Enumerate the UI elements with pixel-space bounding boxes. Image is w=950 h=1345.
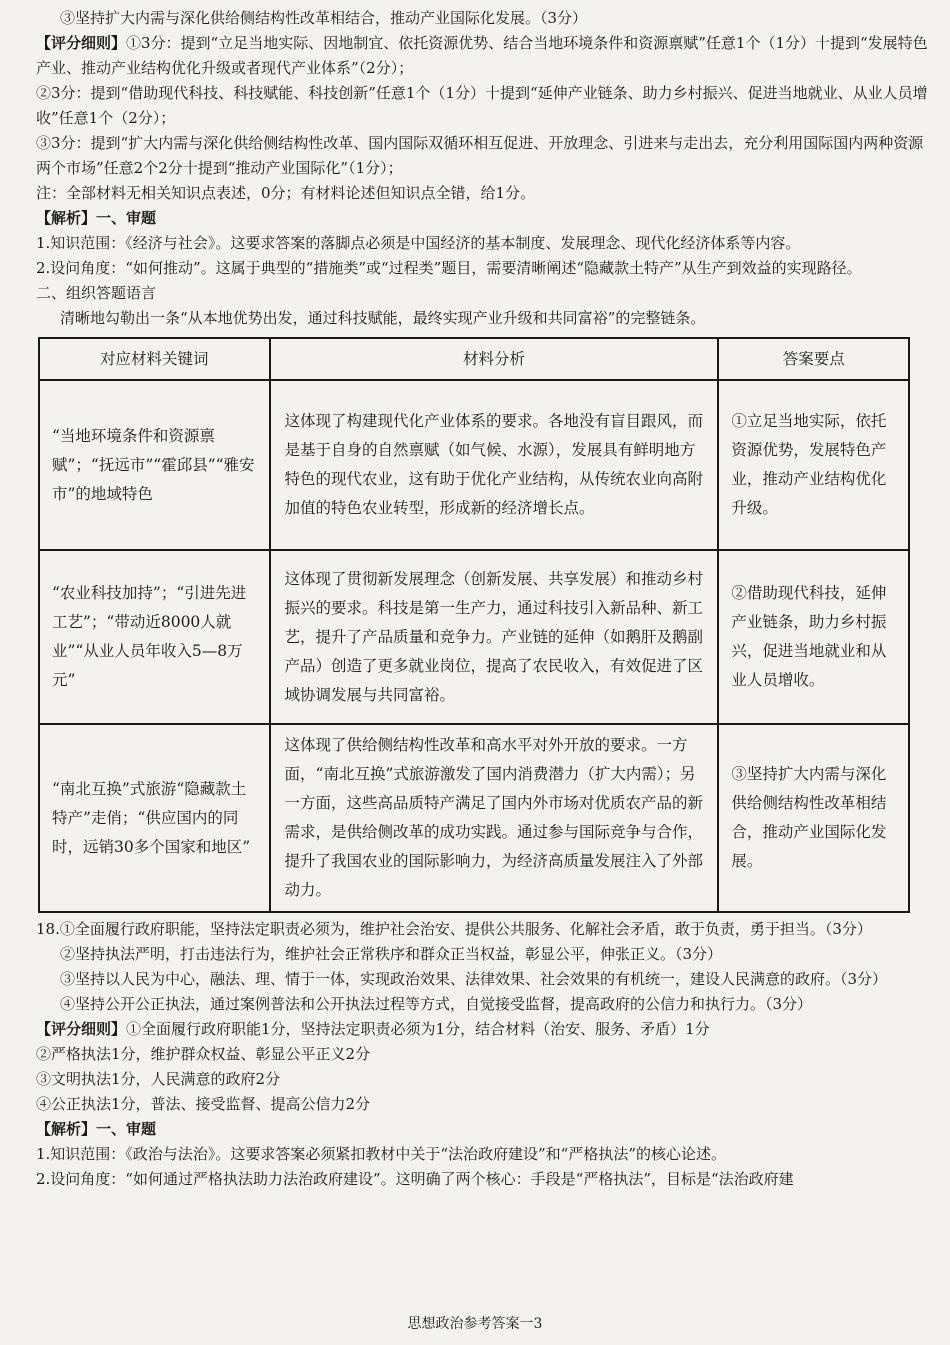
knowledge-scope: 1.知识范围：《经济与社会》。这要求答案的落脚点必须是中国经济的基本制度、发展理念、现代化经济体系等内容。 <box>36 234 801 252</box>
question-angle: 2.设问角度：“如何推动”。这属于典型的“措施类”或“过程类”题目，需要清晰阐述“隐藏款土特产”从生产到效益的实现路径。 <box>36 259 862 277</box>
q18-rubric-item-4: ④公正执法1分，普法、接受监督、提高公信力2分 <box>36 1095 371 1113</box>
row-points: ②借助现代科技，延伸产业链条，助力乡村振兴，促进当地就业和从业人员增收。 <box>718 550 909 724</box>
q18-analysis-heading: 【解析】一、审题 <box>36 1120 157 1138</box>
row-points: ①立足当地实际，依托资源优势，发展特色产业，推动产业结构优化升级。 <box>718 380 909 550</box>
table-row <box>39 724 909 912</box>
table-header-analysis: 材料分析 <box>270 338 719 380</box>
row-points: ③坚持扩大内需与深化供给侧结构性改革相结合，推动产业国际化发展。 <box>718 724 909 912</box>
q18-question-angle: 2.设问角度：“如何通过严格执法助力法治政府建设”。这明确了两个核心：手段是“严格执法”，目标是“法治政府建 <box>36 1170 794 1188</box>
rubric-item-3: ③3分：提到“扩大内需与深化供给侧结构性改革、国内国际双循环相互促进、开放理念、引进来与走出去，充分利用国际国内两种资源两个市场”任意2个2分十提到“推动产业国际化”（1分）； <box>36 134 924 177</box>
row-keywords: “农业科技加持”；“引进先进工艺”；“带动近8000人就业”“从业人员年收入5—8万元” <box>39 550 270 724</box>
row-analysis: 这体现了贯彻新发展理念（创新发展、共享发展）和推动乡村振兴的要求。科技是第一生产力，通过科技引入新品种、新工艺，提升了产品质量和竞争力。产业链的延伸（如鹅肝及鹅副产品）创造了更多就业岗位，提高了农民收入，有效促进了区域协调发展与共同富裕。 <box>270 550 719 724</box>
table-header-row <box>39 338 909 380</box>
q18-rubric-heading: 【评分细则】 <box>36 1020 127 1038</box>
q18-rubric-item-3: ③文明执法1分，人民满意的政府2分 <box>36 1070 281 1088</box>
q18-answer-3: ③坚持以人民为中心，融法、理、情于一体，实现政治效果、法律效果、社会效果的有机统一，建设人民满意的政府。（3分） <box>60 970 888 988</box>
q18-answer-4: ④坚持公开公正执法，通过案例普法和公开执法过程等方式，自觉接受监督，提高政府的公信力和执行力。（3分） <box>60 995 813 1013</box>
table-row <box>39 550 909 724</box>
page-footer: 思想政治参考答案一3 <box>407 1316 543 1332</box>
q18-answer-1: 18.①全面履行政府职能，坚持法定职责必须为，维护社会治安、提供公共服务、化解社会矛盾，敢于负责，勇于担当。（3分） <box>36 920 872 938</box>
rubric-heading: 【评分细则】 <box>36 34 127 52</box>
q18-knowledge-scope: 1.知识范围：《政治与法治》。这要求答案必须紧扣教材中关于“法治政府建设”和“严格执法”的核心论述。 <box>36 1145 726 1163</box>
q18-answer-2: ②坚持执法严明，打击违法行为，维护社会正常秩序和群众正当权益，彰显公平，伸张正义。（3分） <box>60 945 723 963</box>
table-header-points: 答案要点 <box>718 338 909 380</box>
rubric-note: 注：全部材料无相关知识点表述，0分；有材料论述但知识点全错，给1分。 <box>36 184 536 202</box>
rubric-item-1: ①3分：提到“立足当地实际、因地制宜、依托资源优势、结合当地环境条件和资源禀赋”任意1个（1分）十提到“发展特色产业、推动产业结构优化升级或者现代产业体系”（2分）； <box>36 34 928 77</box>
chain-summary: 清晰地勾勒出一条“从本地优势出发，通过科技赋能，最终实现产业升级和共同富裕”的完整链条。 <box>60 309 706 327</box>
row-keywords: “当地环境条件和资源禀赋”；“抚远市”“霍邱县”“雅安市”的地域特色 <box>39 380 270 550</box>
table-header-keywords: 对应材料关键词 <box>39 338 270 380</box>
q18-rubric-line-1 <box>36 1017 928 1042</box>
rubric-item-2: ②3分：提到“借助现代科技、科技赋能、科技创新”任意1个（1分）十提到“延伸产业链条、助力乡村振兴、促进当地就业、从业人员增收”任意1个（2分）； <box>36 84 928 127</box>
q18-rubric-item-2: ②严格执法1分，维护群众权益、彰显公平正义2分 <box>36 1045 371 1063</box>
section-heading-2: 二、组织答题语言 <box>36 284 157 302</box>
row-analysis: 这体现了供给侧结构性改革和高水平对外开放的要求。一方面，“南北互换”式旅游激发了国内消费潜力（扩大内需）；另一方面，这些高品质特产满足了国内外市场对优质农产品的新需求，是供给侧改革的成功实践。通过参与国际竞争与合作，提升了我国农业的国际影响力，为经济高质量发展注入了外部动力。 <box>270 724 719 912</box>
rubric-line-1 <box>36 31 928 81</box>
table-row <box>39 380 909 550</box>
q18-rubric-item-1: ①全面履行政府职能1分，坚持法定职责必须为1分，结合材料（治安、服务、矛盾）1分 <box>126 1020 710 1038</box>
analysis-table <box>38 337 910 913</box>
row-keywords: “南北互换”式旅游“隐藏款土特产”走俏；“供应国内的同时，远销30多个国家和地区” <box>39 724 270 912</box>
analysis-heading: 【解析】一、审题 <box>36 209 157 227</box>
answer-point-3: ③坚持扩大内需与深化供给侧结构性改革相结合，推动产业国际化发展。（3分） <box>60 9 588 27</box>
row-analysis: 这体现了构建现代化产业体系的要求。各地没有盲目跟风，而是基于自身的自然禀赋（如气候、水源），发展具有鲜明地方特色的现代农业，这有助于优化产业结构，从传统农业向高附加值的特色农业转型，形成新的经济增长点。 <box>270 380 719 550</box>
